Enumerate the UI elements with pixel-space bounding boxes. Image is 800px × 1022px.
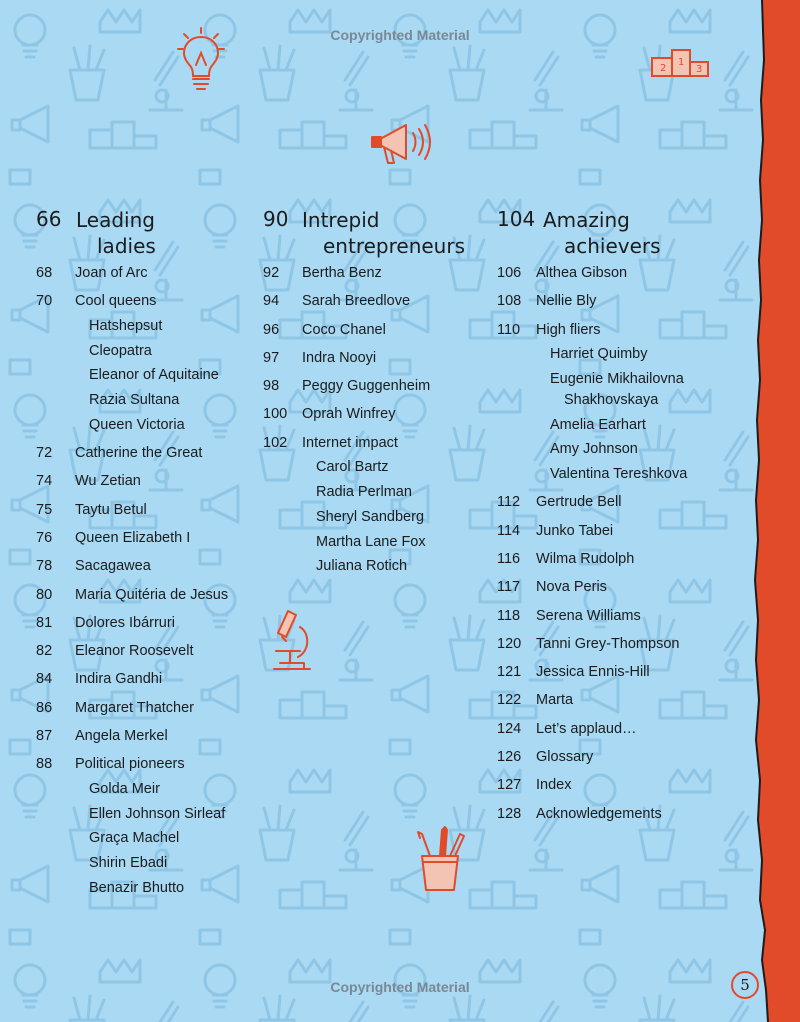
entry-title	[36, 643, 261, 660]
entry-page-number: 96	[263, 321, 280, 338]
contents-entry[interactable]	[497, 749, 757, 766]
entry-page-number: 92	[263, 265, 280, 281]
contents-subentry[interactable]	[36, 781, 261, 798]
entry-title	[36, 473, 261, 490]
entry-title-text: Index	[536, 777, 572, 794]
entry-title	[497, 636, 757, 653]
section-heading	[497, 205, 757, 257]
entry-page-number: 100	[263, 406, 288, 423]
entry-title-text: Harriet Quimby	[550, 346, 648, 363]
entry-page-number: 94	[263, 293, 280, 310]
entry-title-text: Sarah Breedlove	[302, 293, 411, 310]
section-title-line2: ladies	[97, 234, 156, 258]
entry-title	[263, 293, 493, 310]
contents-entry[interactable]	[497, 636, 757, 653]
copyright-watermark-top: Copyrighted Material	[330, 27, 470, 43]
entry-title	[497, 721, 757, 738]
entry-title-text: Let’s applaud…	[536, 720, 637, 737]
entry-page-number: 121	[497, 664, 522, 681]
entry-title	[36, 855, 261, 872]
entry-title	[263, 484, 493, 501]
entry-page-number: 124	[497, 720, 522, 737]
entry-title	[36, 343, 261, 360]
section-heading	[263, 205, 493, 257]
contents-entry[interactable]	[36, 502, 261, 519]
contents-entry[interactable]	[497, 293, 757, 310]
entry-title	[36, 830, 261, 847]
entry-title-text: Radia Perlman	[316, 484, 412, 501]
entry-page-number: 87	[36, 728, 53, 744]
entry-title	[36, 293, 261, 310]
entry-title-text: Benazir Bhutto	[89, 879, 185, 896]
entry-title	[497, 371, 757, 409]
entry-title	[36, 781, 261, 798]
entry-title-text: Nellie Bly	[536, 293, 597, 310]
contents-entry[interactable]	[497, 579, 757, 596]
entry-title-text: Indra Nooyi	[302, 349, 377, 366]
contents-entry[interactable]	[36, 643, 261, 660]
contents-entry[interactable]	[497, 608, 757, 625]
entry-title	[263, 378, 493, 395]
contents-entry[interactable]	[497, 551, 757, 568]
entry-title-text: Carol Bartz	[316, 459, 389, 476]
contents-subentry[interactable]	[497, 346, 757, 363]
svg-text:3: 3	[696, 64, 703, 75]
section-intrepid-entrepreneurs	[263, 205, 493, 575]
entry-title	[36, 880, 261, 897]
contents-subentry[interactable]	[263, 509, 493, 526]
entry-title	[497, 523, 757, 540]
entry-page-number: 102	[263, 434, 288, 451]
contents-entry[interactable]	[36, 587, 261, 604]
entry-title-text: Juliana Rotich	[316, 558, 408, 575]
entry-title-text: Wilma Rudolph	[536, 550, 635, 567]
contents-entry[interactable]	[36, 530, 261, 547]
entry-page-number: 72	[36, 445, 53, 462]
contents-entry[interactable]	[36, 700, 261, 717]
contents-entry[interactable]	[36, 671, 261, 688]
section-title-line1: Amazing	[543, 208, 630, 232]
entry-title-text: Acknowledgements	[536, 805, 662, 822]
contents-entry[interactable]	[497, 265, 757, 282]
entry-title-text: Sacagawea	[75, 558, 151, 575]
svg-text:1: 1	[678, 57, 685, 68]
contents-subentry[interactable]	[263, 558, 493, 575]
entry-page-number: 97	[263, 349, 280, 366]
contents-entry[interactable]	[36, 615, 261, 632]
entry-title-text: Golda Meir	[89, 780, 160, 797]
contents-subentry[interactable]	[36, 318, 261, 335]
contents-entry[interactable]	[497, 322, 757, 339]
entry-title-text: Cleopatra	[89, 342, 152, 359]
entry-page-number: 117	[497, 579, 521, 596]
entry-title	[36, 367, 261, 384]
entry-title-text: Nova Peris	[536, 579, 607, 596]
entry-page-number: 126	[497, 749, 522, 765]
contents-subentry[interactable]	[36, 830, 261, 847]
entry-page-number: 81	[36, 614, 53, 631]
section-amazing-achievers	[497, 205, 757, 823]
entry-title	[36, 700, 261, 717]
copyright-watermark-bottom: Copyrighted Material	[330, 979, 470, 995]
entry-title-text: Althea Gibson	[536, 265, 628, 281]
entry-title-text: Marta	[536, 692, 574, 709]
megaphone-icon	[368, 121, 434, 167]
page-number: 5	[731, 971, 759, 999]
podium-icon	[650, 46, 710, 78]
entry-title-text: High fliers	[536, 321, 601, 338]
entry-page-number: 70	[36, 293, 53, 310]
svg-text:2: 2	[660, 63, 667, 74]
entry-list	[36, 265, 261, 897]
section-leading-ladies	[36, 205, 261, 897]
pencil-cup-icon	[412, 826, 472, 894]
entry-page-number: 110	[497, 321, 521, 338]
entry-title	[497, 293, 757, 310]
contents-entry[interactable]	[263, 435, 493, 452]
entry-title-text: Razia Sultana	[89, 392, 180, 409]
entry-title	[497, 579, 757, 596]
page-edge-strip	[750, 0, 800, 1022]
entry-title	[36, 502, 261, 519]
entry-title-text: Joan of Arc	[75, 265, 148, 281]
contents-entry[interactable]	[263, 293, 493, 310]
entry-title	[263, 459, 493, 476]
entry-title	[263, 509, 493, 526]
entry-title-text: Sheryl Sandberg	[316, 508, 425, 525]
entry-title-text: Amy Johnson	[550, 441, 638, 458]
entry-title	[263, 322, 493, 339]
contents-entry[interactable]	[36, 728, 261, 745]
entry-title-text: Queen Victoria	[89, 416, 185, 433]
entry-title-text: Amelia Earhart	[550, 416, 646, 433]
entry-page-number: 127	[497, 777, 522, 794]
entry-title-text: Maria Quitéria de Jesus	[75, 586, 229, 603]
entry-title	[497, 265, 757, 282]
section-title	[543, 207, 661, 259]
section-title-line1: Leading	[76, 208, 155, 232]
entry-page-number: 114	[497, 522, 521, 539]
contents-subentry[interactable]	[263, 484, 493, 501]
contents-entry[interactable]	[263, 322, 493, 339]
entry-title-text: Cool queens	[75, 293, 157, 310]
contents-subentry[interactable]	[263, 534, 493, 551]
entry-title	[263, 435, 493, 452]
entry-title-text: Bertha Benz	[302, 265, 382, 281]
entry-page-number: 68	[36, 265, 53, 281]
entry-title	[497, 466, 757, 483]
entry-title	[263, 558, 493, 575]
section-title	[302, 207, 465, 259]
section-page-number: 66	[36, 207, 62, 231]
entry-title	[497, 749, 757, 766]
entry-title	[36, 265, 261, 282]
entry-page-number: 75	[36, 501, 53, 518]
entry-title	[36, 392, 261, 409]
entry-title-text: Eleanor Roosevelt	[75, 643, 194, 660]
entry-title-text: Queen Elizabeth I	[75, 529, 191, 546]
entry-title-text: Valentina Tereshkova	[550, 466, 688, 483]
entry-title	[36, 318, 261, 335]
entry-page-number: 128	[497, 805, 522, 822]
entry-title	[497, 664, 757, 681]
contents-entry[interactable]	[497, 721, 757, 738]
entry-title-text: Taytu Betul	[75, 501, 147, 518]
contents-subentry[interactable]	[36, 343, 261, 360]
contents-subentry[interactable]	[36, 417, 261, 434]
contents-entry[interactable]	[263, 265, 493, 282]
entry-title-text: Political pioneers	[75, 756, 185, 773]
entry-title-text: Shirin Ebadi	[89, 855, 168, 872]
entry-title	[497, 806, 757, 823]
contents-subentry[interactable]	[497, 417, 757, 434]
entry-page-number: 106	[497, 265, 522, 281]
entry-page-number: 78	[36, 558, 53, 575]
entry-title	[497, 441, 757, 458]
entry-title	[36, 530, 261, 547]
entry-page-number: 122	[497, 692, 522, 709]
contents-entry[interactable]	[263, 406, 493, 423]
entry-title-text: Tanni Grey-Thompson	[536, 635, 680, 652]
entry-title	[497, 346, 757, 363]
contents-entry[interactable]	[36, 265, 261, 282]
entry-title	[36, 671, 261, 688]
entry-title	[497, 417, 757, 434]
contents-entry[interactable]	[497, 664, 757, 681]
entry-title	[497, 777, 757, 794]
entry-title-text: Eleanor of Aquitaine	[89, 367, 219, 384]
entry-title	[263, 406, 493, 423]
entry-title-text: Gertrude Bell	[536, 494, 622, 511]
contents-subentry[interactable]	[36, 367, 261, 384]
entry-title	[263, 534, 493, 551]
entry-title-text: Internet impact	[302, 434, 398, 451]
contents-subentry[interactable]	[36, 806, 261, 823]
entry-title-continuation: Shakhovskaya	[564, 391, 659, 408]
entry-page-number: 108	[497, 293, 522, 310]
entry-page-number: 98	[263, 378, 280, 395]
entry-list	[263, 265, 493, 575]
microscope-icon	[270, 607, 314, 675]
entry-page-number: 84	[36, 671, 53, 688]
entry-page-number: 116	[497, 550, 521, 567]
entry-title-text: Oprah Winfrey	[302, 406, 396, 423]
entry-page-number: 76	[36, 529, 53, 546]
section-title	[76, 207, 156, 259]
contents-subentry[interactable]	[497, 371, 757, 409]
entry-list	[497, 265, 757, 823]
entry-title-text: Eugenie Mikhailovna	[550, 370, 684, 387]
contents-entry[interactable]	[263, 350, 493, 367]
entry-title-text: Indira Gandhi	[75, 671, 163, 688]
contents-entry[interactable]	[263, 378, 493, 395]
contents-entry[interactable]	[497, 806, 757, 823]
entry-title	[497, 494, 757, 511]
entry-title-text: Wu Zetian	[75, 473, 141, 490]
entry-page-number: 82	[36, 643, 53, 660]
entry-page-number: 118	[497, 607, 521, 624]
contents-subentry[interactable]	[497, 441, 757, 458]
contents-entry[interactable]	[497, 777, 757, 794]
section-page-number: 104	[497, 207, 536, 231]
entry-title-text: Angela Merkel	[75, 728, 168, 744]
entry-title	[36, 728, 261, 745]
contents-entry[interactable]	[497, 523, 757, 540]
entry-title-text: Catherine the Great	[75, 445, 203, 462]
contents-entry[interactable]	[36, 293, 261, 310]
entry-page-number: 80	[36, 586, 53, 603]
entry-title	[497, 551, 757, 568]
entry-title-text: Ellen Johnson Sirleaf	[89, 805, 226, 822]
section-title-line2: entrepreneurs	[323, 234, 465, 258]
entry-title	[36, 756, 261, 773]
entry-title	[263, 350, 493, 367]
contents-entry[interactable]	[36, 558, 261, 575]
entry-page-number: 74	[36, 473, 53, 490]
contents-subentry[interactable]	[36, 880, 261, 897]
entry-title	[36, 445, 261, 462]
contents-entry[interactable]	[497, 692, 757, 709]
entry-title-text: Junko Tabei	[536, 522, 614, 539]
entry-title-text: Glossary	[536, 749, 594, 765]
entry-title-text: Peggy Guggenheim	[302, 378, 431, 395]
contents-subentry[interactable]	[497, 466, 757, 483]
entry-page-number: 112	[497, 494, 521, 511]
entry-title	[36, 615, 261, 632]
entry-title	[263, 265, 493, 282]
section-title-line2: achievers	[564, 234, 661, 258]
contents-entry[interactable]	[497, 494, 757, 511]
contents-entry[interactable]	[36, 756, 261, 773]
entry-title-text: Margaret Thatcher	[75, 699, 195, 716]
contents-subentry[interactable]	[36, 392, 261, 409]
entry-page-number: 88	[36, 756, 53, 773]
entry-page-number: 86	[36, 699, 53, 716]
section-heading	[36, 205, 261, 257]
entry-title-text: Serena Williams	[536, 607, 641, 624]
entry-title-text: Martha Lane Fox	[316, 533, 426, 550]
section-page-number: 90	[263, 207, 289, 231]
entry-title-text: Dolores Ibárruri	[75, 614, 175, 631]
entry-title-text: Jessica Ennis-Hill	[536, 664, 650, 681]
entry-title	[36, 806, 261, 823]
contents-subentry[interactable]	[263, 459, 493, 476]
entry-title	[497, 322, 757, 339]
entry-title	[36, 587, 261, 604]
entry-title-text: Graça Machel	[89, 830, 180, 847]
section-title-line1: Intrepid	[302, 208, 380, 232]
contents-entry[interactable]	[36, 445, 261, 462]
entry-title	[497, 608, 757, 625]
entry-title-text: Hatshepsut	[89, 317, 163, 334]
entry-title-text: Coco Chanel	[302, 321, 386, 338]
contents-subentry[interactable]	[36, 855, 261, 872]
entry-title	[36, 417, 261, 434]
entry-title	[497, 692, 757, 709]
entry-title	[36, 558, 261, 575]
contents-entry[interactable]	[36, 473, 261, 490]
entry-page-number: 120	[497, 635, 522, 652]
